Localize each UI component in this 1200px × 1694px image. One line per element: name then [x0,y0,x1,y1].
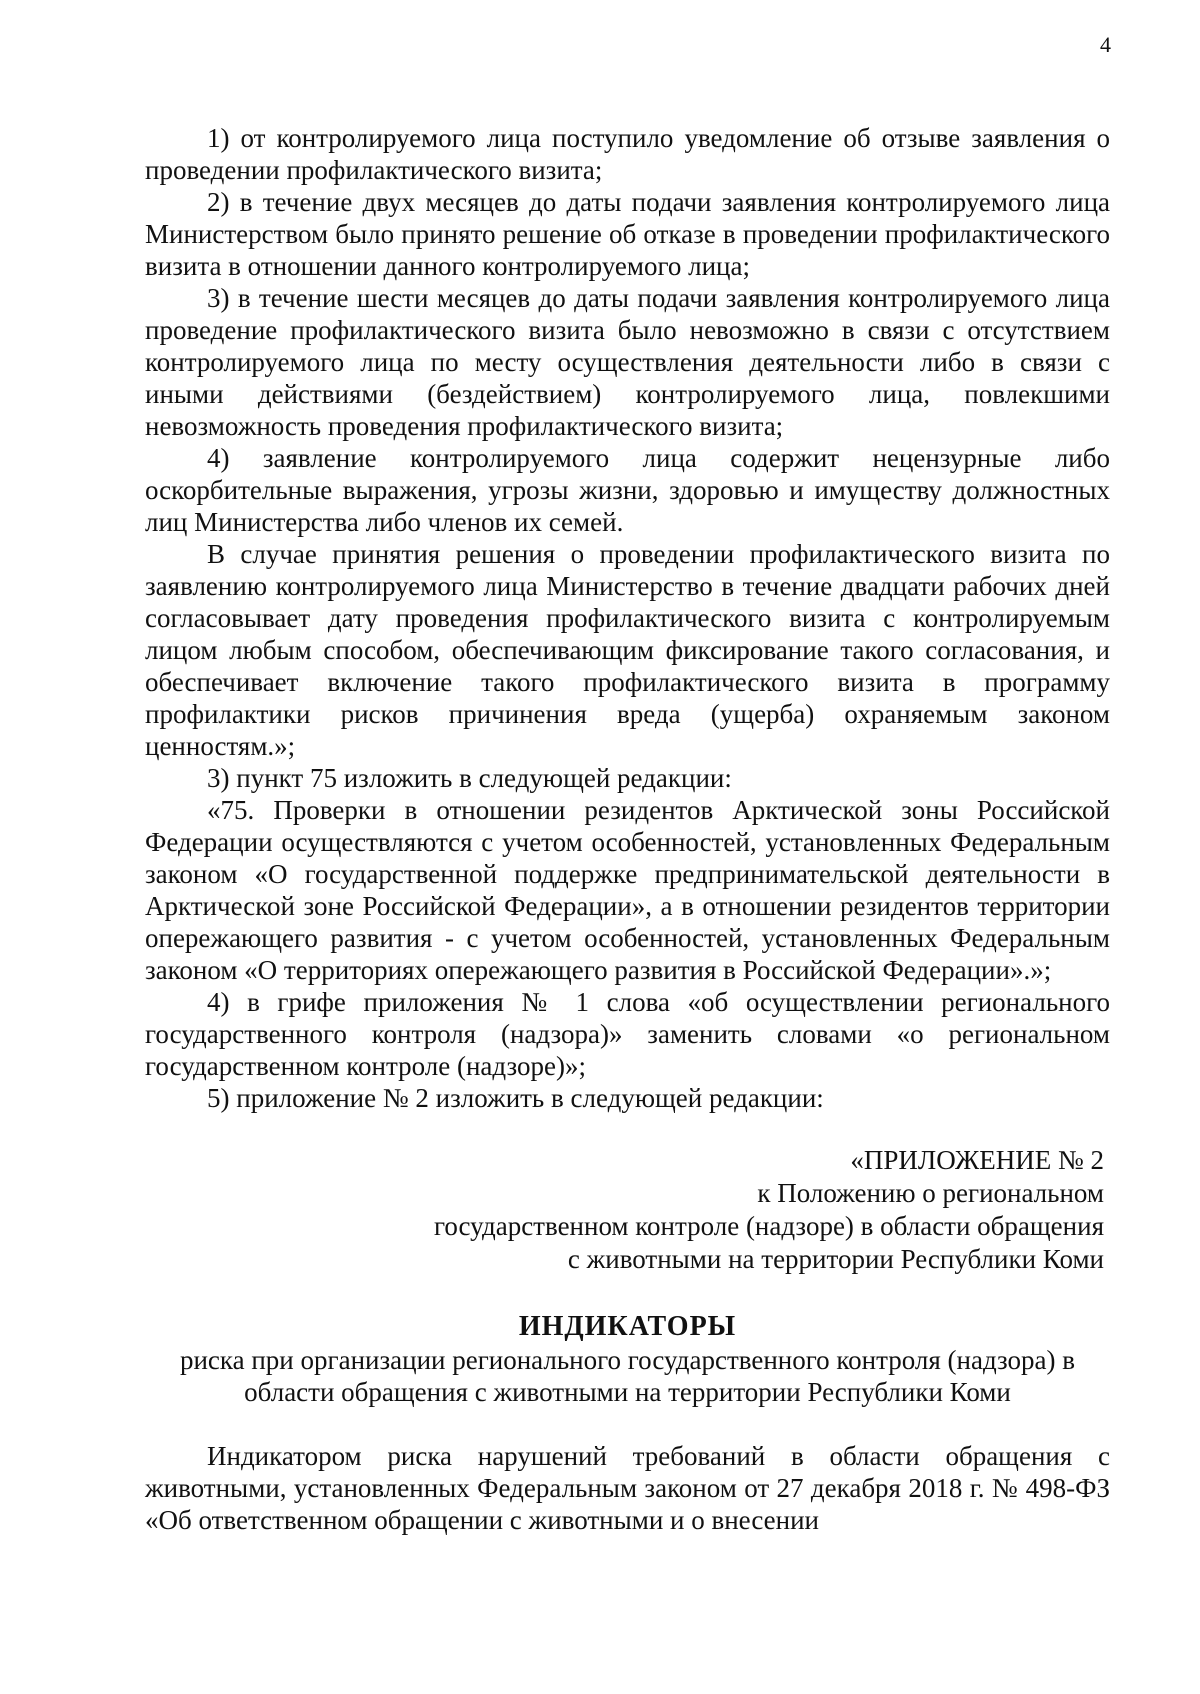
paragraph-6: 3) пункт 75 изложить в следующей редакции: [207,763,732,793]
final-paragraph: Индикатором риска нарушений требований в области обращения с животными, установленных Федеральным законом от 27 декабря 2018 г. № 498-ФЗ «Об ответственном обращении с животными и о внесении [145,1441,1110,1535]
appendix-line-4: с животными на территории Республики Коми [567,1244,1104,1274]
appendix-line-1: «ПРИЛОЖЕНИЕ № 2 [850,1145,1104,1175]
paragraph-8: 4) в грифе приложения № 1 слова «об осуществлении регионального государственного контроля (надзора)» заменить словами «о региональном государственном контроле (надзоре)»; [145,987,1110,1081]
appendix-line-2: к Положению о региональном [757,1178,1104,1208]
paragraph-4: 4) заявление контролируемого лица содержит нецензурные либо оскорбительные выражения, угрозы жизни, здоровью и имуществу должностных лиц Министерства либо членов их семей. [145,443,1110,537]
paragraph-3: 3) в течение шести месяцев до даты подачи заявления контролируемого лица проведение профилактического визита было невозможно в связи с отсутствием контролируемого лица по месту осуществления деятельности либо в связи с иными действиями (бездействием) контролируемого лица, повлекшими невозможность проведения профилактического визита; [145,283,1110,441]
paragraph-9: 5) приложение № 2 изложить в следующей редакции: [207,1083,824,1113]
paragraph-5: В случае принятия решения о проведении профилактического визита по заявлению контролируемого лица Министерство в течение двадцати рабочих дней согласовывает дату проведения профилактического визита с контролируемым лицом любым способом, обеспечивающим фиксирование такого согласования, и обеспечивает включение такого профилактического визита в программу профилактики рисков причинения вреда (ущерба) охраняемым законом ценностям.»; [145,539,1110,761]
document-body [145,122,1110,1536]
paragraph-2: 2) в течение двух месяцев до даты подачи заявления контролируемого лица Министерством было принято решение об отказе в проведении профилактического визита в отношении данного контролируемого лица; [145,187,1110,281]
paragraph-1: 1) от контролируемого лица поступило уведомление об отзыве заявления о проведении профилактического визита; [145,123,1110,185]
paragraph-7: «75. Проверки в отношении резидентов Арктической зоны Российской Федерации осуществляются с учетом особенностей, установленных Федеральным законом «О государственной поддержке предпринимательской деятельности в Арктической зоне Российской Федерации», а в отношении резидентов территории опережающего развития - с учетом особенностей, установленных Федеральным законом «О территориях опережающего развития в Российской Федерации».»; [145,795,1110,985]
appendix-heading [145,1144,1110,1276]
appendix-line-3: государственном контроле (надзоре) в области обращения [433,1211,1104,1241]
page-number: 4 [1100,32,1111,57]
section-title: ИНДИКАТОРЫ [518,1311,737,1342]
section-subtitle-line-2: области обращения с животными на территории Республики Коми [244,1377,1011,1407]
section-subtitle-line-1: риска при организации регионального государственного контроля (надзора) в [179,1345,1075,1375]
